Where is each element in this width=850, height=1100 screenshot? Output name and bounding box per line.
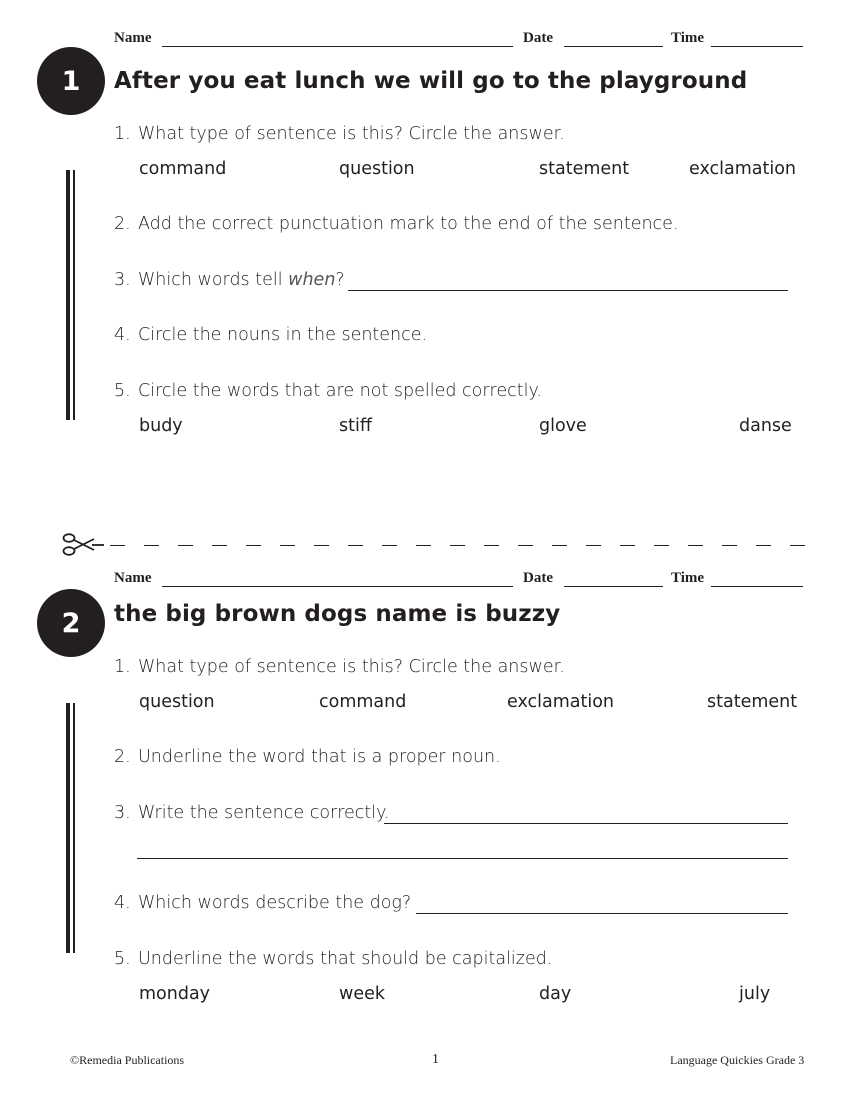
- cut-dash: [484, 545, 499, 546]
- word-option[interactable]: day: [539, 984, 572, 1004]
- date-field[interactable]: [564, 46, 663, 47]
- answer-option[interactable]: question: [139, 692, 215, 712]
- answer-option[interactable]: exclamation: [507, 692, 615, 712]
- cut-dash: [178, 545, 193, 546]
- answer-line[interactable]: [137, 858, 788, 859]
- name-field[interactable]: [162, 46, 513, 47]
- cut-dash: [382, 545, 397, 546]
- answer-option[interactable]: question: [339, 159, 415, 179]
- time-label: Time: [671, 30, 705, 46]
- question-1: 1. What type of sentence is this? Circle the answer.: [114, 124, 565, 144]
- word-option[interactable]: july: [739, 984, 771, 1004]
- word-option[interactable]: glove: [539, 416, 587, 436]
- name-label: Name: [114, 30, 152, 46]
- question-4: 4. Circle the nouns in the sentence.: [114, 325, 428, 345]
- cut-dash: [654, 545, 669, 546]
- question-3: 3. Which words tell when?: [114, 270, 345, 290]
- answer-option[interactable]: command: [139, 159, 227, 179]
- date-label: Date: [523, 30, 553, 46]
- name-label: Name: [114, 570, 152, 586]
- cut-dash: [790, 545, 805, 546]
- word-option[interactable]: danse: [739, 416, 792, 436]
- margin-bar-thin: [73, 703, 75, 953]
- cut-dash: [620, 545, 635, 546]
- answer-option[interactable]: statement: [707, 692, 798, 712]
- margin-bar-thick: [66, 703, 70, 953]
- answer-option[interactable]: statement: [539, 159, 630, 179]
- question-3: 3. Write the sentence correctly.: [114, 803, 390, 823]
- section-number-badge: 2: [37, 589, 105, 657]
- question-2: 2. Underline the word that is a proper noun.: [114, 747, 501, 767]
- cut-dash: [246, 545, 261, 546]
- cut-dash: [450, 545, 465, 546]
- answer-option[interactable]: exclamation: [689, 159, 797, 179]
- footer-book-title: Language Quickies Grade 3: [670, 1053, 805, 1067]
- cut-dash: [722, 545, 737, 546]
- word-option[interactable]: stiff: [339, 416, 372, 436]
- page-number: 1: [432, 1052, 439, 1067]
- time-label: Time: [671, 570, 705, 586]
- name-field[interactable]: [162, 586, 513, 587]
- question-2: 2. Add the correct punctuation mark to the end of the sentence.: [114, 214, 679, 234]
- cut-dash: [552, 545, 567, 546]
- footer-copyright: ©Remedia Publications: [70, 1053, 185, 1067]
- cut-dash: [212, 545, 227, 546]
- answer-option[interactable]: command: [319, 692, 407, 712]
- answer-line[interactable]: [384, 823, 788, 824]
- answer-line[interactable]: [348, 290, 788, 291]
- question-1: 1. What type of sentence is this? Circle the answer.: [114, 657, 565, 677]
- margin-bar-thin: [73, 170, 75, 420]
- question-5: 5. Circle the words that are not spelled correctly.: [114, 381, 542, 401]
- cut-dash: [756, 545, 771, 546]
- cut-dash: [688, 545, 703, 546]
- section-sentence: After you eat lunch we will go to the playground: [114, 68, 748, 94]
- cut-dash: [280, 545, 295, 546]
- cut-dash: [314, 545, 329, 546]
- time-field[interactable]: [711, 46, 803, 47]
- word-option[interactable]: week: [339, 984, 385, 1004]
- answer-line[interactable]: [416, 913, 788, 914]
- word-option[interactable]: budy: [139, 416, 183, 436]
- margin-bar-thick: [66, 170, 70, 420]
- question-4: 4. Which words describe the dog?: [114, 893, 412, 913]
- time-field[interactable]: [711, 586, 803, 587]
- cut-dash: [144, 545, 159, 546]
- cut-dash: [348, 545, 363, 546]
- date-label: Date: [523, 570, 553, 586]
- cut-dash: [586, 545, 601, 546]
- word-option[interactable]: monday: [139, 984, 211, 1004]
- date-field[interactable]: [564, 586, 663, 587]
- question-5: 5. Underline the words that should be capitalized.: [114, 949, 553, 969]
- cut-dash: [110, 545, 125, 546]
- cut-dash: [416, 545, 431, 546]
- scissors-icon: [62, 532, 106, 558]
- cut-dash: [518, 545, 533, 546]
- section-number-badge: 1: [37, 47, 105, 115]
- section-sentence: the big brown dogs name is buzzy: [114, 601, 561, 627]
